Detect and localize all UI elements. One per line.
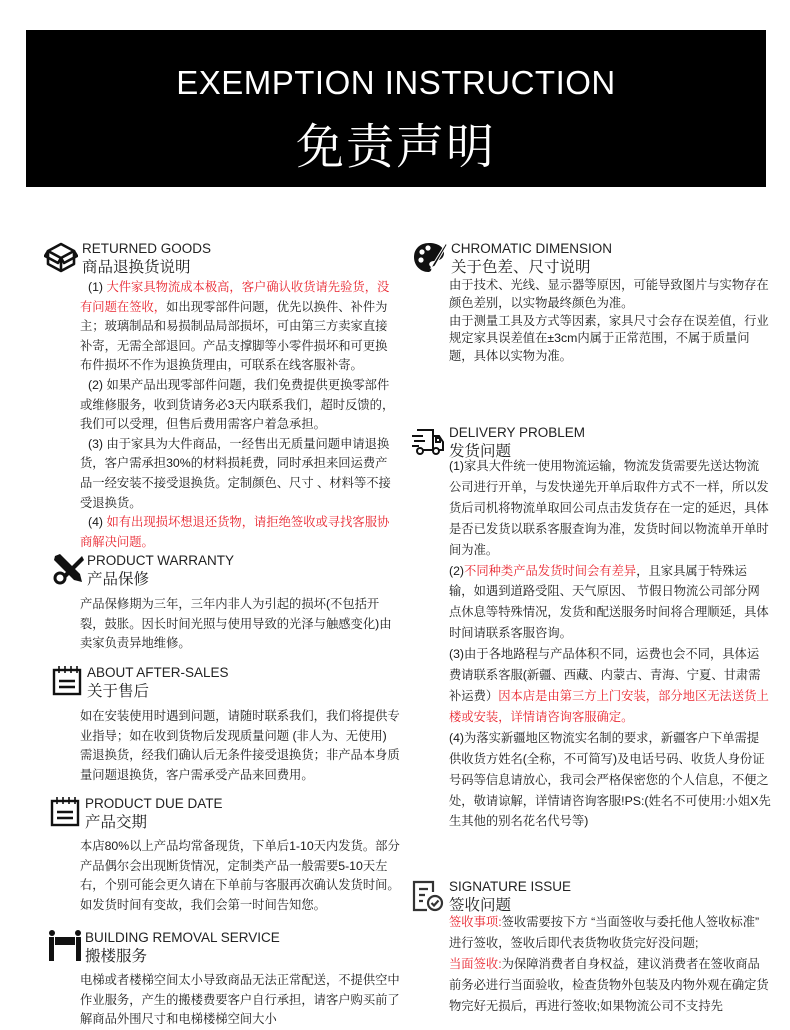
- tools-icon: [52, 552, 86, 586]
- section-body: [449, 277, 771, 366]
- paragraph: [449, 456, 771, 561]
- highlighted-text: 当面签收:: [449, 957, 502, 971]
- paragraph: [80, 376, 398, 435]
- paragraph: [449, 277, 771, 313]
- highlighted-text: 如有出现损坏想退还货物，请拒绝签收或寻找客服协商解决问题。: [80, 515, 390, 549]
- text: (2): [449, 563, 465, 578]
- paragraph: [449, 728, 771, 833]
- section-title-chinese: 产品交期: [85, 814, 148, 831]
- text: (4)为落实新疆地区物流实名制的要求，新疆客户下单需提供收货方姓名(全称，不可简写)及电话号码、收货人身份证号码等信息请放心，我司会严格保密您的个人信息，不便之处，敬请谅解，详情请咨询客服!PS:(姓名不可使用:小姐X先生其他的别名花名代号等): [449, 730, 771, 829]
- paragraph: [80, 595, 402, 654]
- section-body: [449, 912, 771, 1017]
- text: 本店80%以上产品均常备现货，下单后1-10天内发货。部分产品偶尔会出现断货情况，定制类产品一般需要5-10天左右，个别可能会更久请在下单前与客服再次确认发货时间。如发货时间有变故，我们会第一时间告知您。: [80, 839, 400, 912]
- text: 由于测量工具及方式等因素，家具尺寸会存在误差值，行业规定家具误差值在±3cm内属于正常范围，不属于质量问题，具体以实物为准。: [449, 313, 769, 364]
- text: 电梯或者楼梯空间太小导致商品无法正常配送，不提供空中作业服务，产生的搬楼费要客户自行承担，请客户购买前了解商品外围尺寸和电梯楼梯空间大小: [80, 973, 400, 1027]
- highlighted-text: 签收事项:: [449, 915, 502, 929]
- section-body: [80, 595, 402, 654]
- text: (4): [88, 515, 107, 530]
- section-title-chinese: 关于色差、尺寸说明: [451, 259, 591, 276]
- text: 如在安装使用时遇到问题，请随时联系我们，我们将提供专业指导；如在收到货物后发现质量问题 (非人为、无使用) 需退换货，经我们确认后无条件接受退换货；非产品本身质量问题退换货，客户需承受产品来回费用。: [80, 709, 400, 782]
- text: (1): [88, 280, 107, 294]
- section-title-english: PRODUCT WARRANTY: [87, 553, 235, 568]
- section-title-english: DELIVERY PROBLEM: [449, 425, 586, 440]
- text: (1)家具大件统一使用物流运输，物流发货需要先送达物流公司进行开单，与发快递先开单后取件方式不一样，所以发货后司机将物流单取回公司点击发货存在一定的延迟，具体是否已发货以联系客服查询为准，发货时间以物流单开单时间为准。: [449, 459, 769, 557]
- section-title-english: CHROMATIC DIMENSION: [451, 241, 612, 256]
- palette-icon: [413, 240, 447, 274]
- text: 为保障消费者自身权益，建议消费者在签收商品前务必进行当面验收，检查货物外包装及内物外观在确定货物完好无损后，再进行签收;如果物流公司不支持先: [449, 957, 769, 1013]
- paragraph: [80, 707, 402, 785]
- paragraph: [449, 561, 771, 645]
- box-icon: [44, 240, 78, 274]
- section-title-english: SIGNATURE ISSUE: [449, 879, 572, 894]
- section-body: [449, 456, 771, 832]
- section-body: [80, 278, 398, 552]
- section-body: [80, 707, 402, 785]
- section-title-chinese: 发货问题: [449, 443, 512, 460]
- paragraph: [449, 313, 771, 366]
- paragraph: [80, 435, 398, 513]
- highlighted-text: 因本店是由第三方上门安装，部分地区无法送货上楼或安装，详情请咨询客服确定。: [449, 688, 769, 724]
- text: 产品保修期为三年，三年内非人为引起的损坏(不包括开裂，鼓胀。因长时间光照与使用导致的光泽与触感变化)由卖家负责异地维修。: [80, 597, 392, 651]
- highlighted-text: 大件家具物流成本极高，客户确认收货请先验货，没有问题在签收，: [80, 280, 390, 314]
- calendar-icon: [52, 664, 86, 698]
- section-title-chinese: 搬楼服务: [85, 948, 148, 965]
- paragraph: [80, 837, 402, 915]
- calendar-icon: [50, 795, 84, 829]
- text: 如出现零部件问题，优先以换件、补件为主；玻璃制品和易损制品局部损坏，可由第三方卖家直接补寄，无需全部退回。产品支撑脚等小零件损坏和可更换布件损坏不作为退换货理由，可联系在线客服补寄。: [80, 299, 388, 373]
- text: 签收需要按下方 “当面签收与委托他人签收标准” 进行签收，签收后即代表货物收货完好没问题;: [449, 915, 760, 950]
- title-english: EXEMPTION INSTRUCTION: [176, 64, 616, 101]
- paragraph: [80, 513, 398, 552]
- title-chinese: 免责声明: [295, 121, 496, 174]
- text: ，且家具属于特殊运输，如遇到道路受阻、天气原因、 节假日物流公司部分网点休息等特殊情况，发货和配送服务时间将合理顺延，具体时间请联系客服咨询。: [449, 563, 769, 641]
- paragraph: [449, 644, 771, 728]
- section-title-chinese: 商品退换货说明: [82, 259, 191, 276]
- signed-document-icon: [411, 878, 445, 912]
- section-title-english: BUILDING REMOVAL SERVICE: [85, 930, 280, 945]
- section-title-chinese: 关于售后: [87, 683, 150, 700]
- section-title-chinese: 产品保修: [87, 571, 150, 588]
- truck-icon: [411, 424, 445, 458]
- section-title-english: RETURNED GOODS: [82, 241, 212, 256]
- movers-icon: [48, 929, 82, 963]
- text: (2) 如果产品出现零部件问题，我们免费提供更换零部件或维修服务，收到货请务必3天内联系我们，超时反馈的，我们可以受理，但售后费用需客户着急承担。: [80, 377, 395, 432]
- paragraph: [449, 912, 771, 954]
- text: (3) 由于家具为大件商品，一经售出无质量问题申请退换货，客户需承担30%的材料损耗费，同时承担来回运费产品一经安装不接受退换货。定制颜色、尺寸 、材料等不接受退换货。: [80, 436, 391, 510]
- section-title-chinese: 签收问题: [449, 897, 512, 914]
- section-body: [80, 837, 402, 915]
- section-title-english: PRODUCT DUE DATE: [85, 796, 223, 811]
- section-body: [80, 971, 402, 1030]
- text: 由于技术、光线、显示器等原因，可能导致图片与实物存在颜色差别，以实物最终颜色为准。: [449, 278, 769, 310]
- section-title-english: ABOUT AFTER-SALES: [87, 665, 229, 680]
- text: (3)由于各地路程与产品体积不同，运费也会不同，具体运费请联系客服(新疆、西藏、内蒙古、青海、宁夏、甘肃需补运费）: [449, 647, 761, 703]
- header-banner: [26, 30, 766, 187]
- paragraph: [80, 971, 402, 1030]
- paragraph: [449, 954, 771, 1017]
- highlighted-text: 不同种类产品发货时间会有差异: [464, 563, 637, 578]
- paragraph: [80, 278, 398, 376]
